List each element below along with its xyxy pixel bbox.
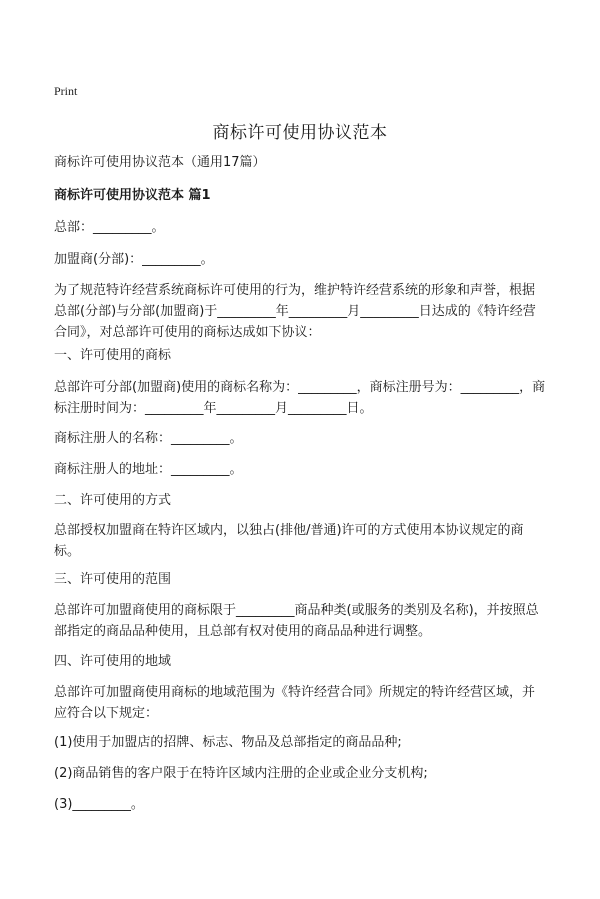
paragraph-license-scope: 总部许可加盟商使用的商标限于_________商品种类(或服务的类别及名称)，并按照总部指定的商品品种使用，且总部有权对使用的商品品种进行调整。 (54, 603, 539, 639)
paragraph-intro: 为了规范特许经营系统商标许可使用的行为，维护特许经营系统的形象和声誉，根据总部(分部)与分部(加盟商)于_________年_________月_________日达成的《特许经营合同》，对总部许可使用的商标达成如下协议： (54, 283, 536, 340)
heading-license-scope: 三、许可使用的范围 (54, 572, 172, 587)
paragraph-headquarters: 总部：_________。 (54, 220, 165, 235)
list-item-1: (1)使用于加盟店的招牌、标志、物品及总部指定的商品品种; (54, 735, 402, 750)
document-subtitle: 商标许可使用协议范本（通用17篇） (54, 155, 266, 170)
section-heading: 商标许可使用协议范本 篇1 (54, 188, 211, 203)
heading-licensed-trademark: 一、许可使用的商标 (54, 348, 172, 363)
list-item-3: (3)_________。 (54, 797, 144, 812)
paragraph-registrant-name: 商标注册人的名称：_________。 (54, 431, 243, 446)
paragraph-registrant-address: 商标注册人的地址：_________。 (54, 462, 243, 477)
paragraph-license-method: 总部授权加盟商在特许区域内，以独占(排他/普通)许可的方式使用本协议规定的商标。 (54, 523, 524, 559)
list-item-2: (2)商品销售的客户限于在特许区域内注册的企业或企业分支机构; (54, 766, 428, 781)
paragraph-franchisee: 加盟商(分部)：_________。 (54, 252, 214, 267)
paragraph-license-territory: 总部许可加盟商使用商标的地域范围为《特许经营合同》所规定的特许经营区域，并应符合以下规定： (54, 685, 536, 721)
document-title: 商标许可使用协议范本 (212, 123, 388, 143)
heading-license-method: 二、许可使用的方式 (54, 493, 172, 508)
heading-license-territory: 四、许可使用的地域 (54, 654, 172, 669)
print-label[interactable]: Print (54, 84, 78, 98)
paragraph-trademark-details: 总部许可分部(加盟商)使用的商标名称为：_________，商标注册号为：_________，商标注册时间为：_________年_________月_________日。 (54, 380, 546, 416)
